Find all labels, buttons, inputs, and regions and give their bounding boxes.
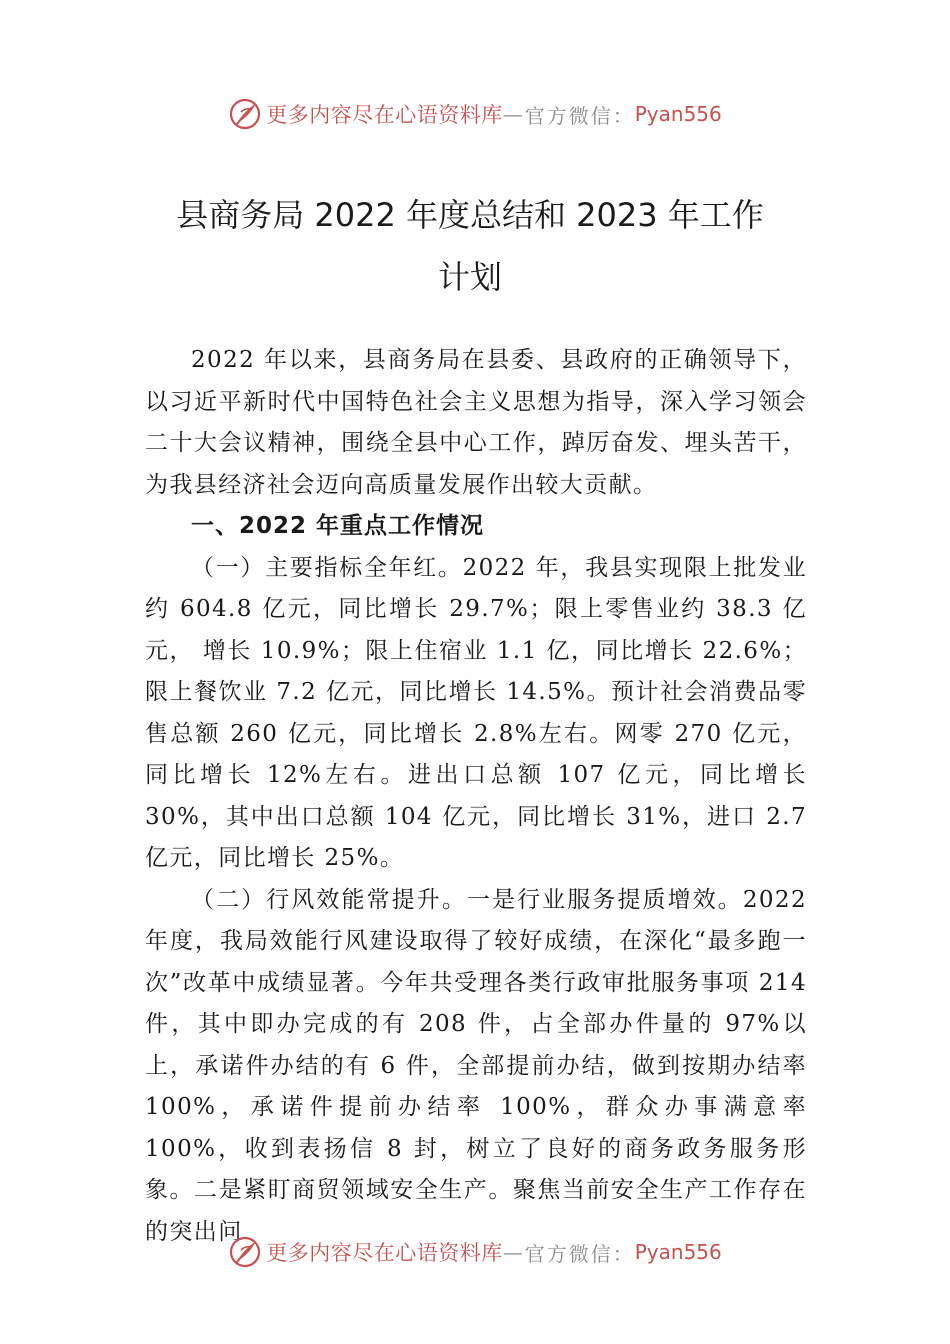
paragraph-indicators: （一）主要指标全年红。2022 年，我县实现限上批发业约 604.8 亿元，同比增长 29.7%；限上零售业约 38.3 亿元， 增长 10.9%；限上住宿业 1.1 亿，同比增长 22.6%；限上餐饮业 7.2 亿元，同比增长 14.5%。预计社会消费品零售总额 260 亿元，同比增长 2.8%左右。网零 270 亿元，同比增长 12%左右。进出口总额 107 亿元，同比增长 30%，其中出口总额 104 亿元，同比增长 31%，进口 2.7 亿元，同比增长 25%。 [145,554,807,871]
banner-text: 更多内容尽在心语资料库 [266,103,503,127]
banner-wechat-id: Pyan556 [634,102,722,126]
document-body [145,340,807,1253]
paragraph-efficiency: （二）行风效能常提升。一是行业服务提质增效。2022 年度，我局效能行风建设取得了较好成绩，在深化“最多跑一次”改革中成绩显著。今年共受理各类行政审批服务事项 214 件，其中即办完成的有 208 件，占全部办件量的 97%以上，承诺件办结的有 6 件，全部提前办结，做到按期办结率 100%，承诺件提前办结率 100%，群众办事满意率 100%，收到表扬信 8 封，树立了良好的商务政务服务形象。二是紧盯商贸领域安全生产。聚焦当前安全生产工作存在的突出问 [145,886,807,1245]
banner-wechat-label: 官方微信： [524,1241,635,1266]
banner-dash: — [502,102,525,126]
quill-logo-icon [228,97,262,131]
header-banner [0,92,950,136]
banner-dash: — [502,1240,525,1264]
document-title-line1: 县商务局 2022 年度总结和 2023 年工作 [176,196,764,234]
document-title-line2: 计划 [437,258,502,296]
intro-paragraph: 2022 年以来，县商务局在县委、县政府的正确领导下，以习近平新时代中国特色社会主义思想为指导，深入学习领会二十大会议精神，围绕全县中心工作，踔厉奋发、埋头苦干，为我县经济社会迈向高质量发展作出较大贡献。 [145,347,807,498]
banner-text: 更多内容尽在心语资料库 [266,1241,503,1265]
section-heading: 一、2022 年重点工作情况 [191,513,485,539]
footer-banner [0,1230,950,1274]
quill-logo-icon [228,1235,262,1269]
banner-wechat-id: Pyan556 [634,1240,722,1264]
banner-wechat-label: 官方微信： [524,103,635,128]
